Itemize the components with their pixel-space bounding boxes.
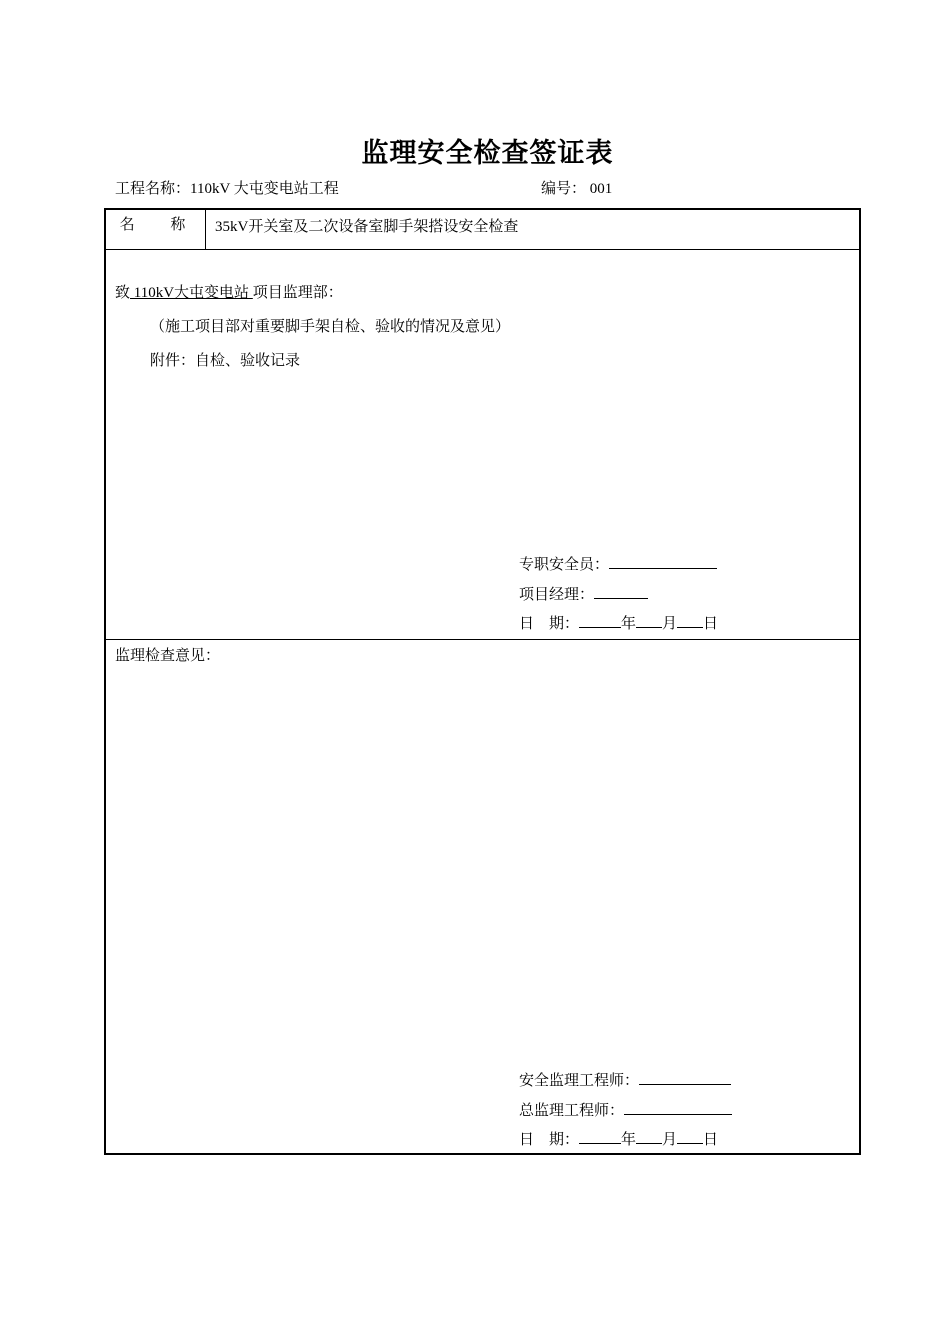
- contractor-date-line: [519, 612, 718, 633]
- project-name-label: 工程名称：: [115, 181, 191, 197]
- date-label: 日 期：: [519, 616, 580, 632]
- safety-engineer-label: 安全监理工程师：: [519, 1073, 640, 1089]
- supervision-section: [106, 640, 859, 1153]
- addressee-line: [115, 281, 343, 302]
- safety-engineer-line: [519, 1069, 731, 1090]
- supervision-date-line: [519, 1128, 718, 1149]
- date-label: 日 期：: [519, 1132, 580, 1148]
- safety-engineer-signature-blank[interactable]: [639, 1070, 731, 1085]
- year-label: 年: [621, 1132, 637, 1148]
- month-blank[interactable]: [636, 1129, 662, 1144]
- contractor-section: [106, 250, 859, 640]
- month-label: 月: [662, 1132, 678, 1148]
- addressee-target: 110kV大屯变电站: [130, 285, 253, 301]
- project-manager-line: [519, 583, 648, 604]
- description-text: （施工项目部对重要脚手架自检、验收的情况及意见）: [150, 319, 511, 335]
- safety-officer-signature-blank[interactable]: [609, 554, 717, 569]
- supervision-opinion-label: 监理检查意见：: [115, 648, 221, 664]
- month-label: 月: [662, 616, 678, 632]
- addressee-prefix: 致: [115, 285, 131, 301]
- day-blank[interactable]: [677, 613, 703, 628]
- day-label: 日: [703, 616, 719, 632]
- year-blank[interactable]: [579, 613, 621, 628]
- chief-engineer-line: [519, 1099, 732, 1120]
- project-manager-signature-blank[interactable]: [594, 584, 648, 599]
- chief-engineer-label: 总监理工程师：: [519, 1103, 625, 1119]
- year-blank[interactable]: [579, 1129, 621, 1144]
- chief-engineer-signature-blank[interactable]: [624, 1100, 732, 1115]
- attachment-text: 附件：自检、验收记录: [150, 353, 301, 369]
- document-number-line: [541, 177, 612, 198]
- document-title: 监理安全检查签证表: [361, 138, 614, 168]
- project-manager-label: 项目经理：: [519, 587, 595, 603]
- name-value: 35kV开关室及二次设备室脚手架搭设安全检查: [215, 219, 519, 235]
- project-name-line: [115, 177, 339, 198]
- year-label: 年: [621, 616, 637, 632]
- name-label: 名 称: [106, 210, 206, 249]
- day-blank[interactable]: [677, 1129, 703, 1144]
- document-number-label: 编号：: [541, 181, 587, 197]
- safety-officer-label: 专职安全员：: [519, 557, 610, 573]
- day-label: 日: [703, 1132, 719, 1148]
- project-name-value: 110kV 大屯变电站工程: [190, 181, 339, 197]
- inspection-form-table: [104, 208, 861, 1155]
- safety-officer-line: [519, 553, 717, 574]
- addressee-suffix: 项目监理部：: [252, 285, 343, 301]
- document-number-value: 001: [589, 181, 613, 197]
- name-row: [106, 210, 859, 250]
- month-blank[interactable]: [636, 613, 662, 628]
